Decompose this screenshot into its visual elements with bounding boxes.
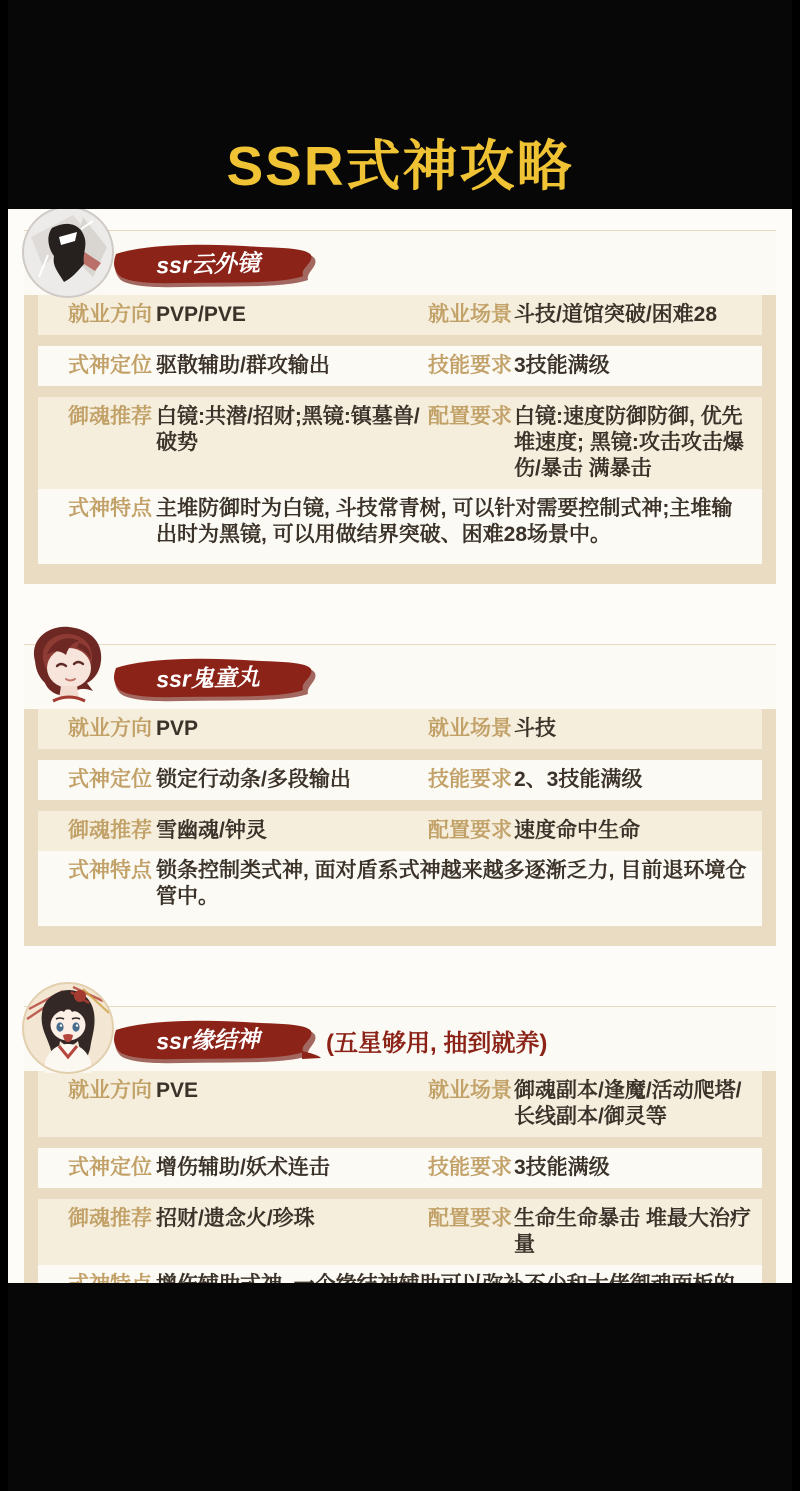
- shikigami-card-yunwaijing: [24, 230, 776, 584]
- feature-row: [38, 851, 762, 926]
- field-label: 式神定位: [68, 354, 152, 377]
- field-label: 就业方向: [68, 717, 152, 740]
- feature-row: [38, 489, 762, 564]
- field-label: 技能要求: [428, 1156, 512, 1179]
- info-row: [38, 295, 762, 335]
- page-title: SSR式神攻略: [226, 135, 574, 197]
- header-band: [0, 0, 800, 209]
- field-value: 生命生命暴击 堆最大治疗量: [514, 1207, 751, 1256]
- info-row: [38, 811, 762, 851]
- yuanjieshen-avatar-icon: [21, 981, 115, 1075]
- shikigami-name: ssr鬼童丸: [155, 663, 261, 692]
- info-row: [38, 1071, 762, 1137]
- field-label: 技能要求: [428, 354, 512, 377]
- field-value: 增伤辅助/妖术连击: [156, 1156, 330, 1179]
- name-banner: [110, 239, 322, 291]
- field-label: 御魂推荐: [68, 405, 152, 428]
- field-label: 式神特点: [68, 859, 152, 882]
- card-header: [24, 645, 776, 709]
- field-value: PVP: [156, 717, 199, 740]
- field-label: 式神定位: [68, 768, 152, 791]
- field-value: 2、3技能满级: [514, 768, 643, 791]
- left-black-bar: [0, 0, 8, 1491]
- field-value: 3技能满级: [514, 354, 610, 377]
- field-value: 斗技/道馆突破/困难28: [514, 303, 718, 326]
- info-row: [38, 346, 762, 386]
- yunwaijing-avatar-icon: [21, 205, 115, 299]
- shikigami-card-guitongwan: [24, 644, 776, 946]
- info-row: [38, 709, 762, 749]
- field-value: PVE: [156, 1079, 199, 1102]
- field-label: 式神定位: [68, 1156, 152, 1179]
- field-label: 就业方向: [68, 303, 152, 326]
- field-label: 配置要求: [428, 819, 512, 842]
- shikigami-name: ssr云外镜: [155, 249, 261, 278]
- info-row: [38, 1148, 762, 1188]
- field-value: 白镜:共潜/招财;黑镜:镇墓兽/破势: [156, 405, 420, 454]
- name-banner: [110, 1015, 322, 1067]
- field-label: 御魂推荐: [68, 819, 152, 842]
- field-value: 锁定行动条/多段输出: [156, 768, 351, 791]
- field-label: 技能要求: [428, 768, 512, 791]
- info-row: [38, 397, 762, 489]
- field-value: 斗技: [514, 717, 556, 740]
- field-value: PVP/PVE: [156, 303, 246, 326]
- field-label: 配置要求: [428, 1207, 512, 1230]
- field-label: 式神特点: [68, 497, 152, 520]
- guitongwan-avatar-icon: [21, 619, 115, 713]
- field-value: 锁条控制类式神, 面对盾系式神越来越多逐渐乏力, 目前退环境仓管中。: [156, 859, 747, 908]
- footer-band: [0, 1283, 800, 1491]
- right-black-bar: [792, 0, 800, 1491]
- card-header: [24, 231, 776, 295]
- field-label: 就业场景: [428, 717, 512, 740]
- field-value: 主堆防御时为白镜, 斗技常青树, 可以针对需要控制式神;主堆输出时为黑镜, 可以用做结界突破、困难28场景中。: [156, 497, 733, 546]
- field-value: 驱散辅助/群攻输出: [156, 354, 330, 377]
- field-label: 就业方向: [68, 1079, 152, 1102]
- card-note: (五星够用, 抽到就养): [326, 1030, 548, 1057]
- field-value: 雪幽魂/钟灵: [156, 819, 267, 842]
- field-value: 御魂副本/逢魔/活动爬塔/长线副本/御灵等: [514, 1079, 742, 1128]
- field-label: 御魂推荐: [68, 1207, 152, 1230]
- field-value: 3技能满级: [514, 1156, 610, 1179]
- field-value: 速度命中生命: [514, 819, 640, 842]
- field-label: 就业场景: [428, 1079, 512, 1102]
- content-area: [8, 209, 792, 1283]
- info-rows: [24, 295, 776, 584]
- name-banner: [110, 653, 322, 705]
- info-row: [38, 1199, 762, 1265]
- info-row: [38, 760, 762, 800]
- field-value: 招财/遗念火/珍珠: [156, 1207, 315, 1230]
- field-label: 就业场景: [428, 303, 512, 326]
- card-header: [24, 1007, 776, 1071]
- field-value: 白镜:速度防御防御, 优先堆速度; 黑镜:攻击攻击爆伤/暴击 满暴击: [514, 405, 744, 480]
- field-label: 配置要求: [428, 405, 512, 428]
- shikigami-name: ssr缘结神: [155, 1025, 261, 1054]
- info-rows: [24, 709, 776, 946]
